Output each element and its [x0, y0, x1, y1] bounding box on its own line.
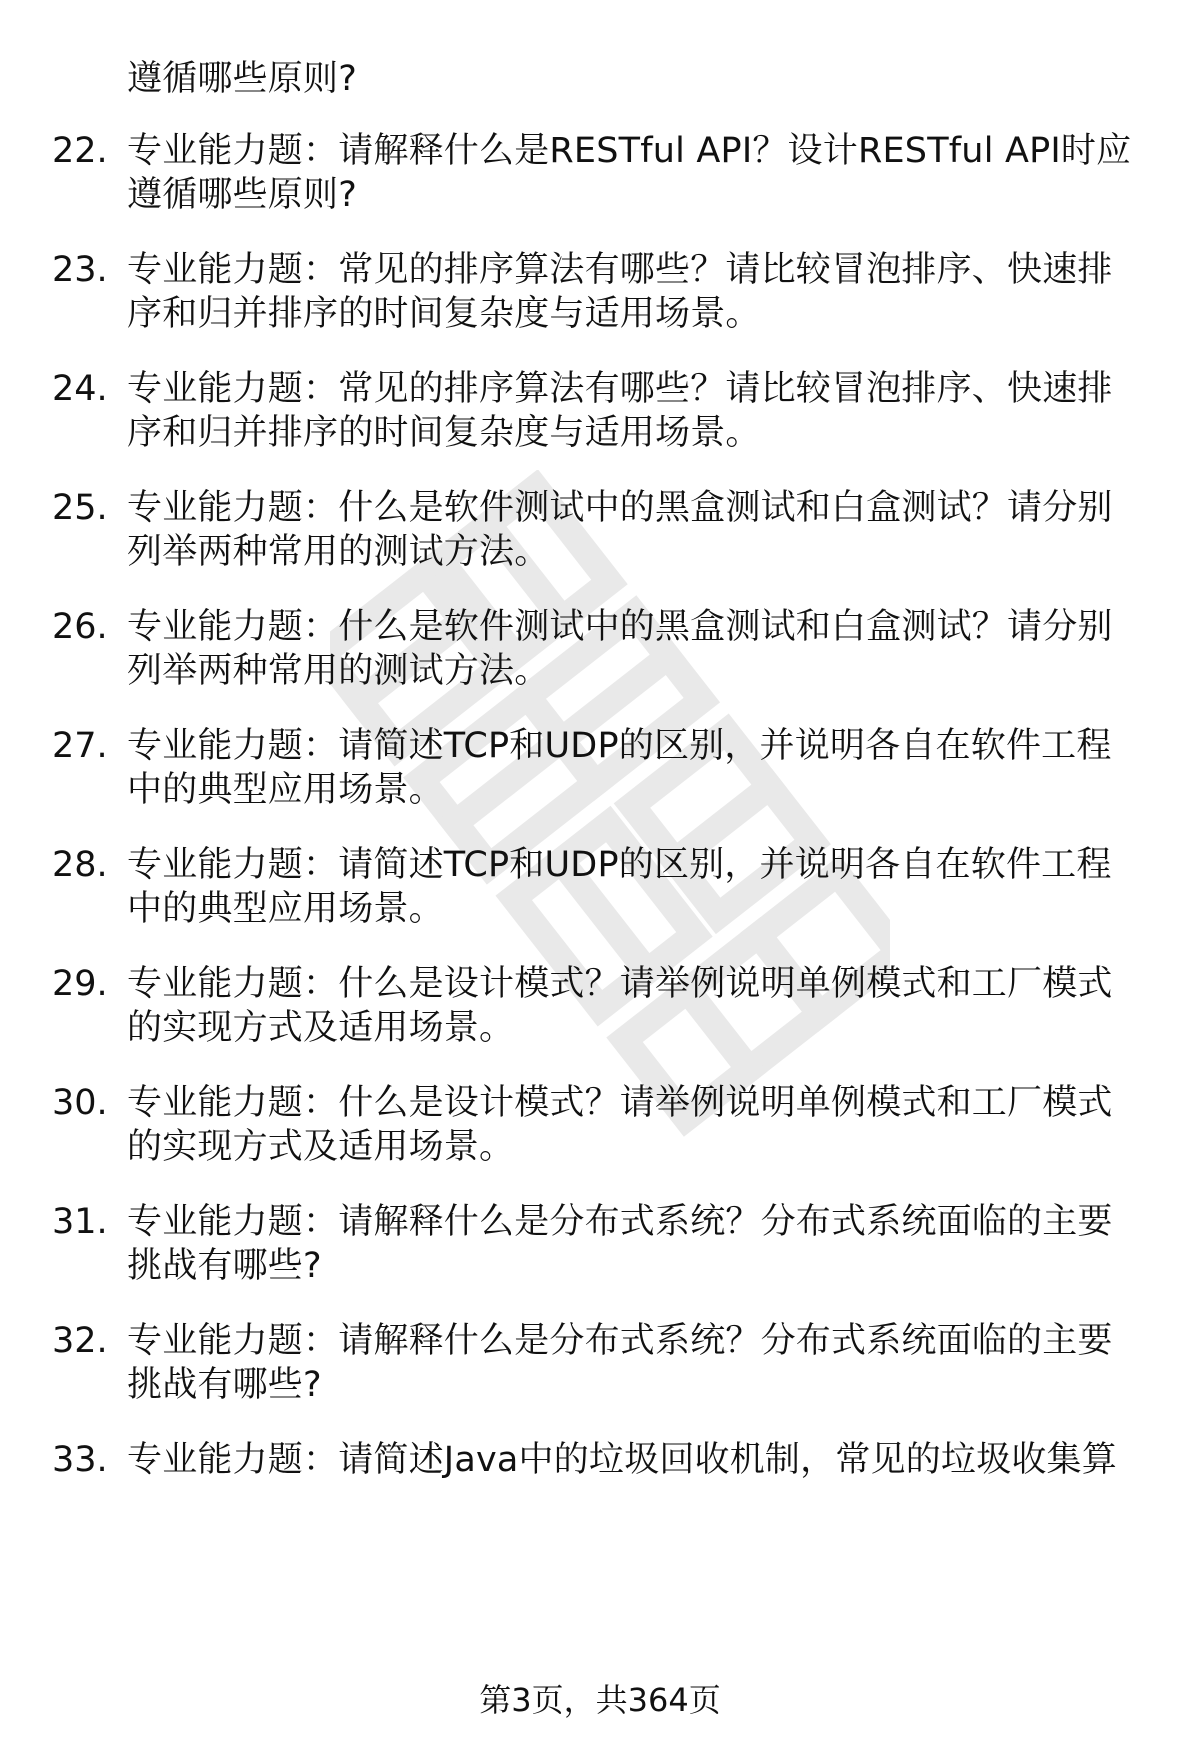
question-number: 26. [52, 607, 108, 647]
question-line-1: 专业能力题：常见的排序算法有哪些？请比较冒泡排序、快速排 [127, 250, 1113, 290]
question-number: 25. [52, 488, 108, 528]
question-number: 27. [52, 726, 108, 766]
question-line-2: 列举两种常用的测试方法。 [127, 651, 550, 691]
question-line-2: 挑战有哪些? [127, 1246, 322, 1286]
question-line-1: 专业能力题：什么是设计模式？请举例说明单例模式和工厂模式 [127, 1083, 1113, 1123]
question-line-1: 专业能力题：什么是软件测试中的黑盒测试和白盒测试？请分别 [127, 607, 1113, 647]
question-number: 33. [52, 1440, 108, 1480]
question-line-2: 中的典型应用场景。 [127, 889, 444, 929]
question-line-1: 专业能力题：常见的排序算法有哪些？请比较冒泡排序、快速排 [127, 369, 1113, 409]
question-number: 32. [52, 1321, 108, 1361]
question-line-1: 专业能力题：请简述TCP和UDP的区别，并说明各自在软件工程 [127, 845, 1112, 885]
question-line-1: 专业能力题：请简述Java中的垃圾回收机制，常见的垃圾收集算 [127, 1440, 1117, 1480]
page-footer: 第3页，共364页 [479, 1681, 721, 1719]
question-line-2: 列举两种常用的测试方法。 [127, 532, 550, 572]
continuation-line: 遵循哪些原则? [127, 59, 357, 99]
question-line-2: 序和归并排序的时间复杂度与适用场景。 [127, 413, 761, 453]
question-number: 24. [52, 369, 108, 409]
question-line-1: 专业能力题：什么是软件测试中的黑盒测试和白盒测试？请分别 [127, 488, 1113, 528]
question-line-2: 的实现方式及适用场景。 [127, 1008, 515, 1048]
question-line-2: 挑战有哪些? [127, 1365, 322, 1405]
question-line-1: 专业能力题：请解释什么是RESTful API？设计RESTful API时应 [127, 131, 1132, 171]
question-number: 22. [52, 131, 108, 171]
question-line-2: 中的典型应用场景。 [127, 770, 444, 810]
question-line-1: 专业能力题：什么是设计模式？请举例说明单例模式和工厂模式 [127, 964, 1113, 1004]
question-number: 28. [52, 845, 108, 885]
question-line-1: 专业能力题：请简述TCP和UDP的区别，并说明各自在软件工程 [127, 726, 1112, 766]
question-number: 29. [52, 964, 108, 1004]
question-line-1: 专业能力题：请解释什么是分布式系统？分布式系统面临的主要 [127, 1202, 1113, 1242]
question-number: 30. [52, 1083, 108, 1123]
question-line-1: 专业能力题：请解释什么是分布式系统？分布式系统面临的主要 [127, 1321, 1113, 1361]
question-number: 23. [52, 250, 108, 290]
question-number: 31. [52, 1202, 108, 1242]
question-line-2: 的实现方式及适用场景。 [127, 1127, 515, 1167]
question-line-2: 遵循哪些原则? [127, 175, 357, 215]
question-line-2: 序和归并排序的时间复杂度与适用场景。 [127, 294, 761, 334]
